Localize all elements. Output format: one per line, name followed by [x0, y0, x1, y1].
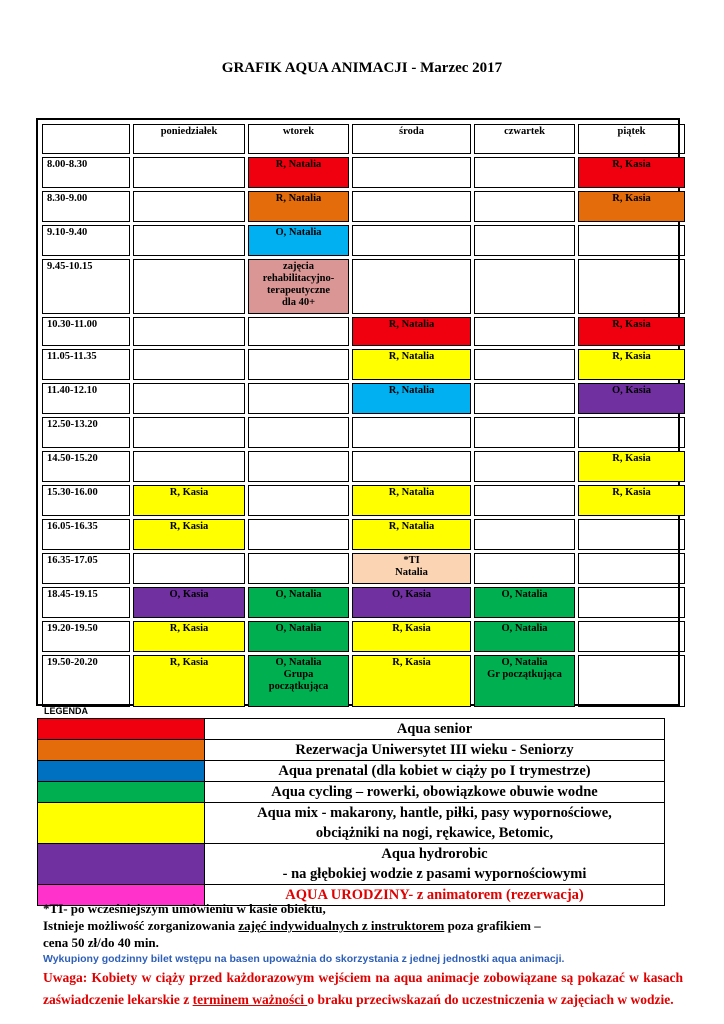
- class-cell-wednesday: [352, 259, 471, 314]
- legend-description: [205, 719, 665, 740]
- schedule-row: [42, 621, 685, 652]
- class-cell-tuesday: [248, 383, 349, 414]
- legend-description: [205, 740, 665, 761]
- class-cell-monday: O, Kasia: [133, 587, 245, 618]
- class-cell-wednesday: [352, 451, 471, 482]
- legend-swatch: [38, 719, 205, 740]
- class-cell-monday: [133, 157, 245, 188]
- class-cell-tuesday: R, Natalia: [248, 157, 349, 188]
- legend-line: Aqua mix - makarony, hantle, piłki, pasy wypornościowe,: [257, 805, 612, 821]
- legend-row: [38, 740, 665, 761]
- warning-underlined: terminem ważności: [192, 992, 308, 1007]
- class-cell-friday: R, Kasia: [578, 157, 685, 188]
- class-cell-wednesday: *TI Natalia: [352, 553, 471, 584]
- ticket-note: Wykupiony godzinny bilet wstępu na basen upoważnia do skorzystania z jednej jednostki aqua animacji.: [43, 953, 565, 965]
- time-slot: 16.35-17.05: [42, 553, 130, 584]
- schedule-header-row: [42, 124, 685, 154]
- class-cell-wednesday: R, Natalia: [352, 519, 471, 550]
- warning-text: Uwaga: Kobiety w ciąży przed każdorazowym wejściem na aqua animacje zobowiązane są pokazać w kasach zaświadczenie lekarskie z: [43, 970, 683, 1007]
- class-cell-friday: [578, 655, 685, 707]
- legend-swatch: [38, 844, 205, 885]
- class-cell-tuesday: [248, 451, 349, 482]
- schedule-row: [42, 519, 685, 550]
- class-cell-thursday: [474, 157, 575, 188]
- class-cell-monday: [133, 259, 245, 314]
- warning-text-end: o braku przeciwskazań do uczestniczenia w zajęciach w wodzie.: [307, 992, 674, 1007]
- legend-row: [38, 844, 665, 885]
- price-note: cena 50 zł/do 40 min.: [43, 935, 159, 950]
- class-cell-wednesday: O, Kasia: [352, 587, 471, 618]
- class-cell-friday: [578, 225, 685, 256]
- schedule-row: [42, 317, 685, 346]
- legend-row: [38, 782, 665, 803]
- class-cell-monday: [133, 317, 245, 346]
- schedule-row: [42, 225, 685, 256]
- class-cell-tuesday: [248, 553, 349, 584]
- legend-label: LEGENDA: [44, 706, 89, 716]
- class-cell-friday: R, Kasia: [578, 349, 685, 380]
- class-cell-thursday: O, Natalia: [474, 587, 575, 618]
- legend-line: - na głębokiej wodzie z pasami wypornościowymi: [282, 866, 587, 882]
- class-cell-friday: [578, 417, 685, 448]
- class-cell-thursday: [474, 485, 575, 516]
- legend-table: [37, 718, 665, 906]
- legend-line: AQUA URODZINY- z animatorem (rezerwacja): [285, 887, 584, 903]
- header-day-tuesday: wtorek: [248, 124, 349, 154]
- class-cell-friday: R, Kasia: [578, 317, 685, 346]
- legend-row: [38, 761, 665, 782]
- legend-description: [205, 782, 665, 803]
- legend-description: [205, 761, 665, 782]
- notes: [43, 900, 683, 1011]
- time-slot: 19.20-19.50: [42, 621, 130, 652]
- class-cell-monday: R, Kasia: [133, 519, 245, 550]
- time-slot: 9.10-9.40: [42, 225, 130, 256]
- class-cell-thursday: [474, 349, 575, 380]
- schedule-row: [42, 451, 685, 482]
- class-cell-friday: [578, 259, 685, 314]
- schedule-row: [42, 485, 685, 516]
- class-cell-thursday: [474, 383, 575, 414]
- time-slot: 11.40-12.10: [42, 383, 130, 414]
- class-cell-wednesday: R, Natalia: [352, 485, 471, 516]
- time-slot: 15.30-16.00: [42, 485, 130, 516]
- class-cell-thursday: O, Natalia: [474, 621, 575, 652]
- class-cell-monday: [133, 417, 245, 448]
- schedule-row: [42, 349, 685, 380]
- class-cell-thursday: [474, 191, 575, 222]
- time-slot: 14.50-15.20: [42, 451, 130, 482]
- class-cell-wednesday: R, Kasia: [352, 621, 471, 652]
- class-cell-friday: [578, 587, 685, 618]
- legend-swatch: [38, 740, 205, 761]
- legend-swatch: [38, 761, 205, 782]
- class-cell-thursday: [474, 417, 575, 448]
- time-slot: 10.30-11.00: [42, 317, 130, 346]
- schedule-row: [42, 157, 685, 188]
- class-cell-wednesday: [352, 417, 471, 448]
- class-cell-monday: [133, 451, 245, 482]
- class-cell-friday: R, Kasia: [578, 451, 685, 482]
- class-cell-monday: R, Kasia: [133, 655, 245, 707]
- class-cell-tuesday: O, Natalia: [248, 225, 349, 256]
- legend-row: [38, 719, 665, 740]
- class-cell-thursday: [474, 553, 575, 584]
- legend-line: Aqua prenatal (dla kobiet w ciąży po I trymestrze): [278, 763, 591, 779]
- class-cell-thursday: [474, 317, 575, 346]
- time-slot: 8.00-8.30: [42, 157, 130, 188]
- class-cell-friday: [578, 519, 685, 550]
- legend-line: obciążniki na nogi, rękawice, Betomic,: [315, 825, 554, 841]
- legend-description: [205, 844, 665, 885]
- legend-line: Aqua senior: [396, 721, 473, 737]
- class-cell-thursday: [474, 519, 575, 550]
- class-cell-thursday: [474, 451, 575, 482]
- class-cell-monday: [133, 383, 245, 414]
- class-cell-tuesday: zajęcia rehabilitacyjno- terapeutyczne dla 40+: [248, 259, 349, 314]
- time-slot: 12.50-13.20: [42, 417, 130, 448]
- class-cell-friday: R, Kasia: [578, 191, 685, 222]
- class-cell-wednesday: R, Kasia: [352, 655, 471, 707]
- class-cell-friday: [578, 553, 685, 584]
- legend-line: Rezerwacja Uniwersytet III wieku - Seniorzy: [295, 742, 574, 758]
- header-day-wednesday: środa: [352, 124, 471, 154]
- time-slot: 11.05-11.35: [42, 349, 130, 380]
- ti-note: *TI- po wcześniejszym umówieniu w kasie obiektu,: [43, 901, 326, 916]
- schedule-row: [42, 259, 685, 314]
- class-cell-friday: O, Kasia: [578, 383, 685, 414]
- page-title: GRAFIK AQUA ANIMACJI - Marzec 2017: [221, 60, 503, 76]
- schedule-row: [42, 383, 685, 414]
- schedule-row: [42, 417, 685, 448]
- pregnancy-warning: [43, 967, 683, 1011]
- class-cell-thursday: [474, 259, 575, 314]
- schedule-row: [42, 655, 685, 707]
- class-cell-tuesday: [248, 485, 349, 516]
- class-cell-monday: R, Kasia: [133, 621, 245, 652]
- header-day-monday: poniedziałek: [133, 124, 245, 154]
- class-cell-monday: [133, 553, 245, 584]
- class-cell-wednesday: R, Natalia: [352, 349, 471, 380]
- legend-description: [205, 803, 665, 844]
- class-cell-tuesday: O, Natalia: [248, 587, 349, 618]
- schedule-row: [42, 587, 685, 618]
- class-cell-tuesday: [248, 349, 349, 380]
- legend-line: Aqua cycling – rowerki, obowiązkowe obuwie wodne: [271, 784, 598, 800]
- class-cell-tuesday: [248, 519, 349, 550]
- header-day-thursday: czwartek: [474, 124, 575, 154]
- legend-row: [38, 803, 665, 844]
- class-cell-tuesday: O, Natalia Grupa początkująca: [248, 655, 349, 707]
- legend-swatch: [38, 803, 205, 844]
- class-cell-wednesday: [352, 191, 471, 222]
- class-cell-tuesday: O, Natalia: [248, 621, 349, 652]
- time-slot: 18.45-19.15: [42, 587, 130, 618]
- class-cell-monday: [133, 225, 245, 256]
- legend-swatch: [38, 782, 205, 803]
- class-cell-wednesday: [352, 225, 471, 256]
- time-slot: 16.05-16.35: [42, 519, 130, 550]
- class-cell-thursday: [474, 225, 575, 256]
- class-cell-tuesday: R, Natalia: [248, 191, 349, 222]
- individual-note-text: Istnieje możliwość zorganizowania: [43, 918, 239, 933]
- class-cell-friday: [578, 621, 685, 652]
- header-corner: [42, 124, 130, 154]
- schedule-row: [42, 191, 685, 222]
- time-slot: 8.30-9.00: [42, 191, 130, 222]
- individual-note-text-end: poza grafikiem –: [444, 918, 541, 933]
- legend-line: Aqua hydrorobic: [381, 846, 488, 862]
- header-day-friday: piątek: [578, 124, 685, 154]
- schedule-row: [42, 553, 685, 584]
- class-cell-monday: [133, 191, 245, 222]
- schedule-table: [39, 121, 688, 710]
- class-cell-monday: R, Kasia: [133, 485, 245, 516]
- class-cell-wednesday: R, Natalia: [352, 383, 471, 414]
- time-slot: 19.50-20.20: [42, 655, 130, 707]
- class-cell-wednesday: R, Natalia: [352, 317, 471, 346]
- class-cell-thursday: O, Natalia Gr początkująca: [474, 655, 575, 707]
- class-cell-tuesday: [248, 417, 349, 448]
- class-cell-wednesday: [352, 157, 471, 188]
- individual-note-underlined: zajęć indywidualnych z instruktorem: [238, 918, 445, 933]
- time-slot: 9.45-10.15: [42, 259, 130, 314]
- individual-note: [43, 917, 683, 934]
- schedule-body: [42, 157, 685, 707]
- class-cell-tuesday: [248, 317, 349, 346]
- class-cell-monday: [133, 349, 245, 380]
- class-cell-friday: R, Kasia: [578, 485, 685, 516]
